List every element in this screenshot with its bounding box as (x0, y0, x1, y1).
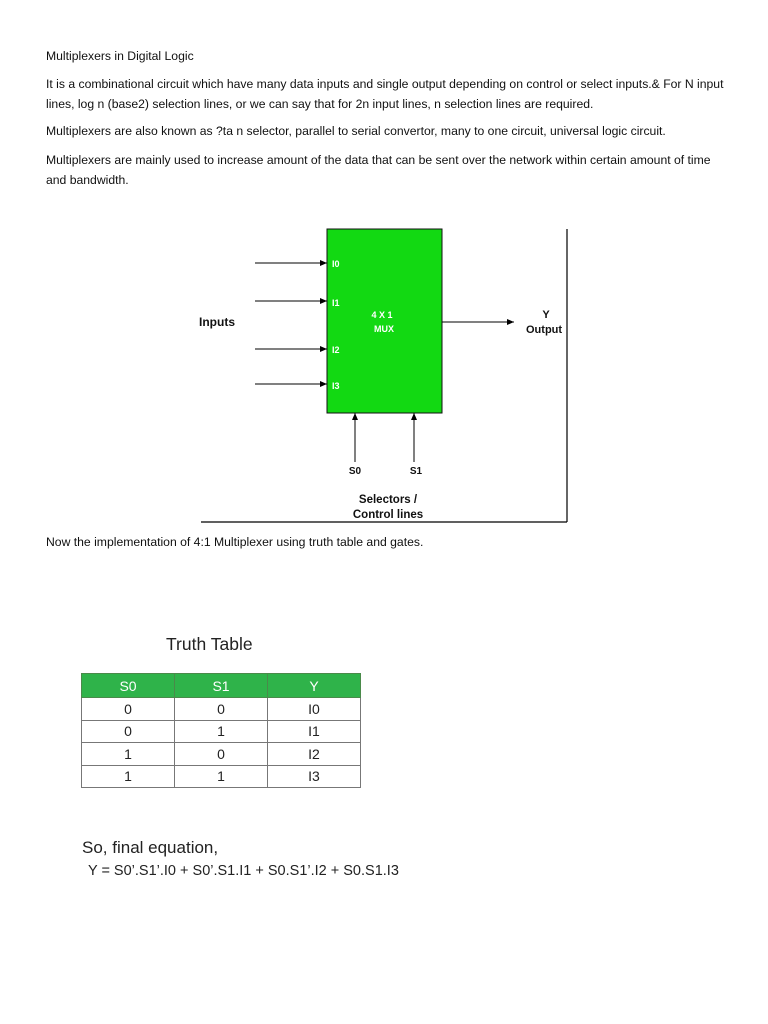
mux-label-line1: 4 X 1 (371, 310, 393, 320)
table-row (82, 720, 361, 743)
cell-s0: 0 (82, 698, 175, 721)
selectors-caption-line2: Control lines (352, 509, 424, 521)
pin-label-i1: I1 (332, 298, 340, 308)
truth-table-header-row (82, 674, 361, 698)
table-row (82, 765, 361, 788)
selector-label-s0: S0 (348, 466, 362, 477)
inputs-label: Inputs (199, 315, 235, 329)
output-y-label: Y (542, 309, 550, 321)
header-y: Y (268, 674, 361, 698)
pin-label-i2: I2 (332, 345, 340, 355)
cell-y: I2 (268, 743, 361, 766)
table-row (82, 743, 361, 766)
final-equation: Y = S0’.S1’.I0 + S0’.S1.I1 + S0.S1’.I2 + S0.S1.I3 (88, 863, 399, 879)
table-row (82, 698, 361, 721)
cell-s0: 0 (82, 720, 175, 743)
selectors-caption-line1: Selectors / (358, 494, 418, 506)
mux-box (327, 229, 442, 413)
selector-label-s1: S1 (409, 466, 423, 477)
header-s1: S1 (175, 674, 268, 698)
cell-s0: 1 (82, 743, 175, 766)
pin-label-i3: I3 (332, 381, 340, 391)
cell-s1: 0 (175, 743, 268, 766)
header-s0: S0 (82, 674, 175, 698)
implementation-paragraph: Now the implementation of 4:1 Multiplexer using truth table and gates. (46, 535, 424, 549)
equation-intro: So, final equation, (82, 838, 219, 857)
cell-s0: 1 (82, 765, 175, 788)
document-title: Multiplexers in Digital Logic (46, 49, 194, 63)
truth-table (81, 673, 361, 788)
mux-label-line2: MUX (374, 324, 394, 334)
truth-table-title: Truth Table (166, 634, 253, 654)
cell-y: I1 (268, 720, 361, 743)
intro-paragraph: It is a combinational circuit which have many data inputs and single output depending on control or select inputs.& For N input lines, log n (base2) selection lines, or we can say that for 2n input lines, n selection lines are required. (46, 77, 724, 111)
usage-paragraph: Multiplexers are mainly used to increase amount of the data that can be sent over the network within certain amount of time and bandwidth. (46, 153, 711, 187)
cell-s1: 1 (175, 720, 268, 743)
cell-s1: 1 (175, 765, 268, 788)
cell-y: I0 (268, 698, 361, 721)
output-label: Output (526, 324, 563, 336)
cell-s1: 0 (175, 698, 268, 721)
cell-y: I3 (268, 765, 361, 788)
also-known-as-paragraph: Multiplexers are also known as ?ta n selector, parallel to serial convertor, many to one circuit, universal logic circuit. (46, 124, 666, 138)
pin-label-i0: I0 (332, 259, 340, 269)
